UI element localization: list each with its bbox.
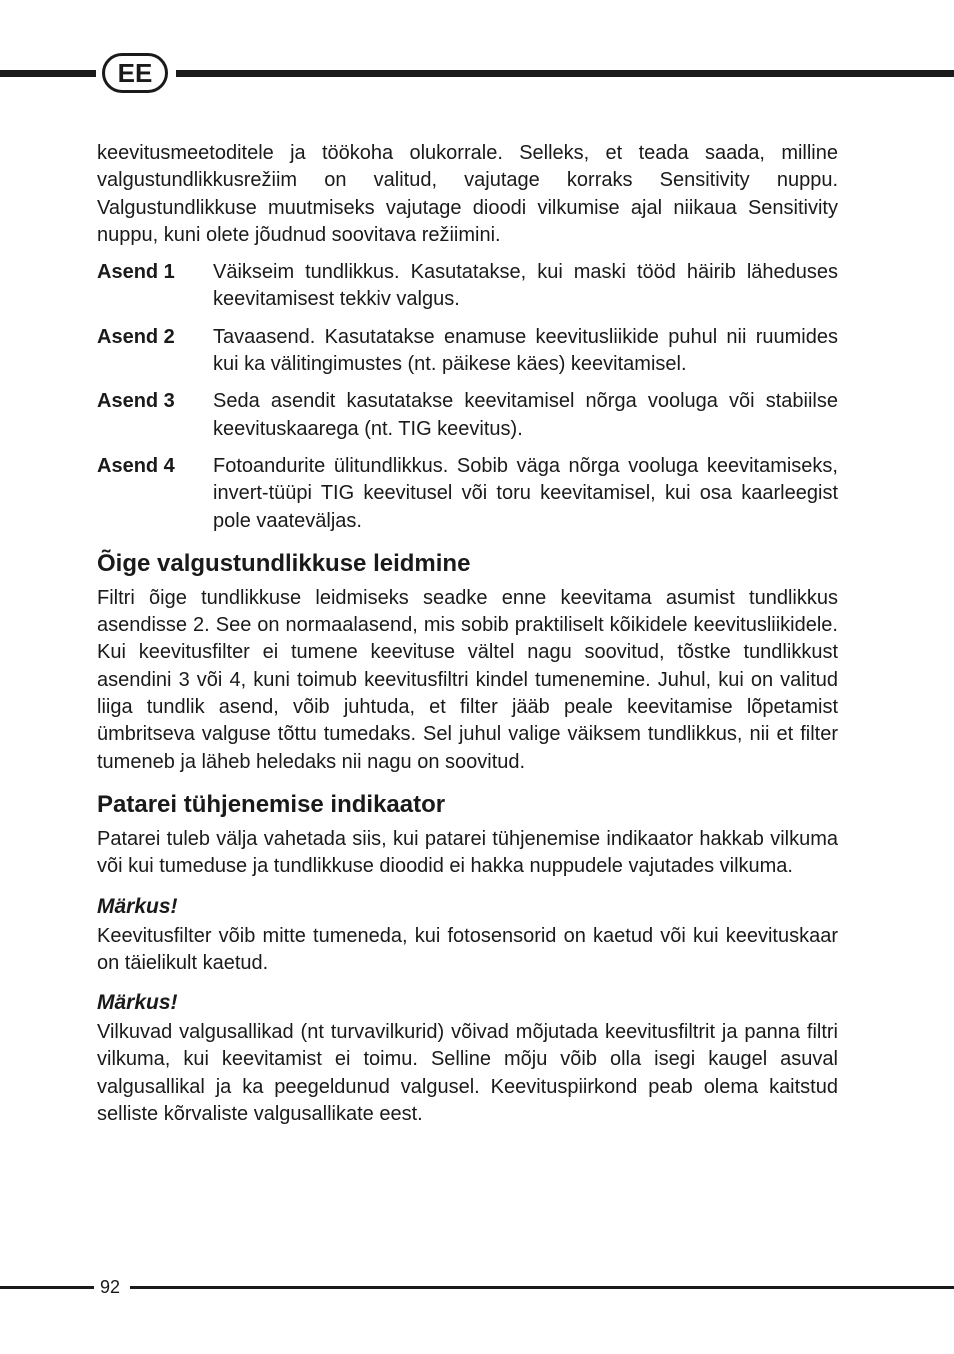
note-heading: Märkus! <box>97 991 178 1015</box>
section-heading-battery: Patarei tühjenemise indikaator <box>97 790 446 818</box>
note-heading: Märkus! <box>97 894 178 918</box>
position-item <box>97 453 838 535</box>
note-text: Vilkuvad valgusallikad (nt turvavilkurid) võivad mõjutada keevitusfiltrit ja panna filtri vilkuma, kui keevitamist ei toimu. Selline mõju võib olla isegi kaugel asuval valgusallikal ja ka peegeldunud valgusel. Keevituspiirkond peab olema kaitstud selliste kõrvaliste valgusallikate eest. <box>97 1021 838 1126</box>
position-label: Asend 2 <box>97 325 175 348</box>
position-text: Väikseim tundlikkus. Kasutatakse, kui maski tööd häirib läheduses keevitamisest tekkiv valgus. <box>213 261 838 311</box>
position-text: Fotoandurite ülitundlikkus. Sobib väga nõrga vooluga keevitamiseks, invert-tüüpi TIG keevitusel või toru keevitamisel, kui osa kaarleegist pole vaateväljas. <box>213 454 838 532</box>
section-text-sensitivity: Filtri õige tundlikkuse leidmiseks seadke enne keevitama asumist tundlikkus asendisse 2. See on normaalasend, mis sobib praktiliselt kõikidele keevitusliikidele. Kui keevitusfilter ei tumene keevituse vältel nagu soovitud, tõstke tundlikkust asendini 3 või 4, kuni toimub keevitusfiltri kindel tumenemine. Juhul, kui on valitud liiga tundlik asend, võib juhtuda, et filter jääb peale keevitamise lõpetamist ümbritseva valguse tõttu tumedaks. Sel juhul valige väiksem tundlikkus, nii et filter tumeneb ja läheb heledaks nii nagu on soovitud. <box>97 586 838 773</box>
position-label: Asend 4 <box>97 454 175 477</box>
position-item <box>97 259 838 314</box>
section-text-battery: Patarei tuleb välja vahetada siis, kui patarei tühjenemise indikaator hakkab vilkuma või kui tumeduse ja tundlikkuse dioodid ei hakka nuppudele vajutades vilkuma. <box>97 827 838 878</box>
position-item <box>97 324 838 379</box>
position-text: Seda asendit kasutatakse keevitamisel nõrga vooluga või stabiilse keevituskaarega (nt. TIG keevitus). <box>213 390 838 440</box>
language-badge: EE <box>102 53 168 93</box>
footer-rule-left <box>0 1286 94 1289</box>
intro-paragraph: keevitusmeetoditele ja töökoha olukorrale. Selleks, et teada saada, milline valgustundlikkusrežiim on valitud, vajutage korraks Sensitivity nuppu. Valgustundlikkuse muutmiseks vajutage dioodi vilkumise ajal niikaua Sensitivity nuppu, kuni olete jõudnud soovitava režiimini. <box>97 142 838 246</box>
note-text: Keevitusfilter võib mitte tumeneda, kui fotosensorid on kaetud või kui keevituskaar on täielikult kaetud. <box>97 924 838 974</box>
header-rule-right <box>176 70 954 77</box>
footer-rule-right <box>130 1286 954 1289</box>
position-text: Tavaasend. Kasutatakse enamuse keevitusliikide puhul nii ruumides kui ka välitingimustes (nt. päikese käes) keevitamisel. <box>213 325 838 376</box>
position-item <box>97 388 838 443</box>
page-content <box>97 140 838 1128</box>
page-number: 92 <box>100 1277 121 1297</box>
section-heading-sensitivity: Õige valgustundlikkuse leidmine <box>97 549 471 577</box>
position-label: Asend 3 <box>97 390 175 413</box>
header-rule-left <box>0 70 96 77</box>
position-label: Asend 1 <box>97 261 175 284</box>
